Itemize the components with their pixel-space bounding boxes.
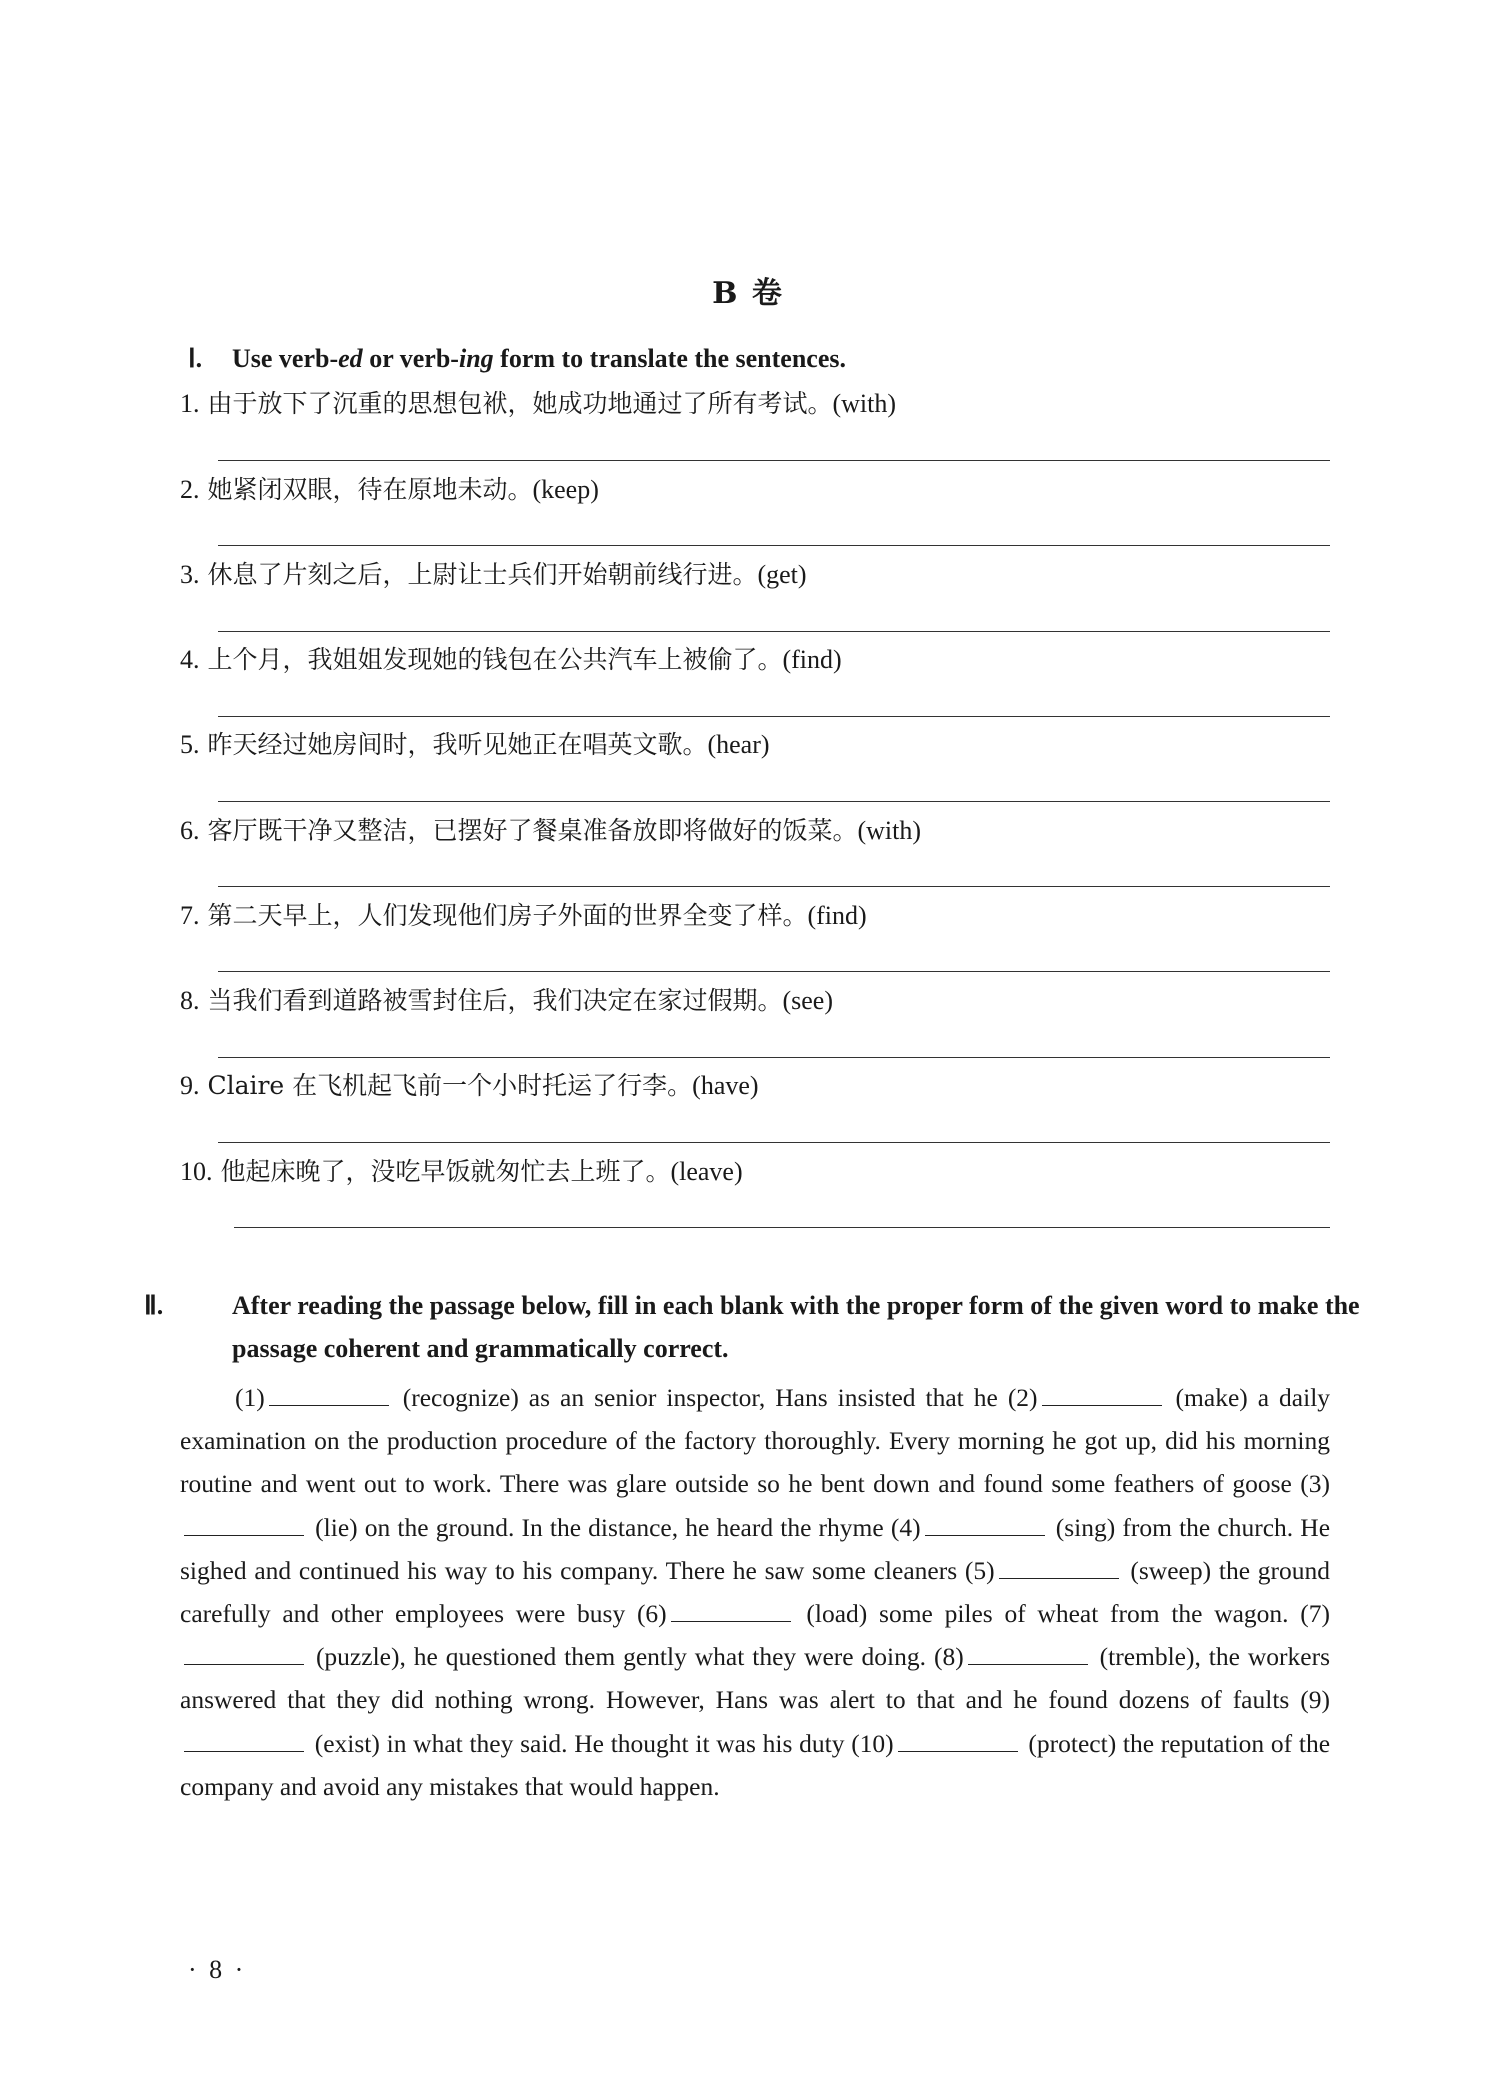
question-number: 10. [180, 1157, 213, 1186]
heading-part-italic: ing [458, 344, 494, 373]
section-2-heading-text: After reading the passage below, fill in each blank with the proper form of the given word to make the passage coherent and grammatically correct. [232, 1291, 1360, 1363]
page-title: B 卷 [712, 276, 784, 311]
page-number: · 8 · [188, 1955, 247, 1984]
section-2-number: Ⅱ. [144, 1291, 164, 1320]
question-text: 第二天早上，人们发现他们房子外面的世界全变了样。 [207, 901, 808, 930]
question-hint: (get) [757, 560, 807, 589]
answer-line-3[interactable] [218, 631, 1330, 632]
question-hint: (see) [782, 986, 833, 1015]
answer-line-5[interactable] [218, 801, 1330, 802]
answer-line-9[interactable] [218, 1142, 1330, 1143]
answer-line-10[interactable] [234, 1227, 1330, 1228]
passage-text: (recognize) as an senior inspector, Hans insisted that he [402, 1383, 998, 1412]
answer-line-4[interactable] [218, 716, 1330, 717]
question-8 [180, 981, 1320, 1017]
question-3 [180, 555, 1320, 591]
blank-4[interactable] [925, 1534, 1045, 1536]
blank-8[interactable] [968, 1663, 1088, 1665]
heading-part: or verb- [362, 344, 459, 373]
blank-10[interactable] [898, 1750, 1018, 1752]
blank-number-4: (4) [890, 1512, 921, 1542]
blank-number-2: (2) [1007, 1383, 1038, 1412]
blank-number-1: (1) [235, 1383, 265, 1412]
passage-text: (sweep) the ground carefully and other employees were busy [180, 1555, 1331, 1629]
question-hint: (find) [807, 901, 867, 930]
question-number: 6. [180, 816, 200, 845]
question-number: 7. [180, 901, 200, 930]
blank-number-9: (9) [1300, 1685, 1330, 1715]
passage-text: (puzzle), he questioned them gently what they were doing. [315, 1642, 927, 1672]
question-hint: (find) [782, 645, 842, 674]
question-text: 昨天经过她房间时，我听见她正在唱英文歌。 [207, 730, 708, 759]
heading-part-italic: ed [338, 344, 363, 373]
question-10 [180, 1152, 1320, 1188]
blank-9[interactable] [184, 1750, 304, 1752]
answer-line-1[interactable] [218, 460, 1330, 461]
question-text: 由于放下了沉重的思想包袱，她成功地通过了所有考试。 [207, 389, 833, 418]
question-text: 他起床晚了，没吃早饭就匆忙去上班了。 [220, 1157, 671, 1186]
question-4 [180, 640, 1320, 676]
cloze-passage [180, 1376, 1330, 1808]
question-number: 3. [180, 560, 200, 589]
question-9 [180, 1066, 1320, 1102]
question-text: 客厅既干净又整洁，已摆好了餐桌准备放即将做好的饭菜。 [207, 816, 858, 845]
blank-number-3: (3) [1300, 1469, 1331, 1499]
question-hint: (hear) [707, 730, 770, 759]
question-number: 4. [180, 645, 200, 674]
question-5 [180, 725, 1320, 761]
question-text: Claire 在飞机起飞前一个小时托运了行李。 [207, 1071, 693, 1100]
question-7 [180, 896, 1320, 932]
question-6 [180, 811, 1320, 847]
blank-5[interactable] [999, 1577, 1119, 1579]
question-hint: (with) [832, 389, 897, 418]
question-2 [180, 470, 1320, 506]
question-text: 她紧闭双眼，待在原地未动。 [207, 475, 533, 504]
blank-7[interactable] [184, 1663, 304, 1665]
passage-text: (protect) the reputation of the company and avoid any mistakes that would happen. [180, 1728, 1331, 1801]
question-number: 9. [180, 1071, 200, 1100]
question-hint: (with) [857, 816, 922, 845]
answer-line-6[interactable] [218, 886, 1330, 887]
answer-line-2[interactable] [218, 545, 1330, 546]
question-number: 1. [180, 389, 200, 418]
question-text: 休息了片刻之后，上尉让士兵们开始朝前线行进。 [207, 560, 758, 589]
passage-text: (make) a daily examination on the production procedure of the factory thoroughly. Every morning he got up, did his morning routine and went out to work. There was glare outside so he bent down and found some feathers of goose [180, 1383, 1331, 1499]
heading-part: form to translate the sentences. [493, 344, 847, 373]
blank-number-5: (5) [964, 1555, 995, 1585]
blank-3[interactable] [184, 1534, 304, 1536]
section-1-heading-text [232, 344, 846, 373]
question-text: 当我们看到道路被雪封住后，我们决定在家过假期。 [207, 986, 783, 1015]
passage-text: (lie) on the ground. In the distance, he heard the rhyme [315, 1512, 884, 1542]
question-number: 2. [180, 475, 200, 504]
blank-number-10: (10) [851, 1728, 894, 1758]
section-2-heading [144, 1284, 1372, 1370]
blank-number-6: (6) [636, 1599, 667, 1629]
answer-line-8[interactable] [218, 1057, 1330, 1058]
blank-number-8: (8) [933, 1642, 964, 1672]
passage-text: (exist) in what they said. He thought it was his duty [314, 1728, 845, 1758]
question-hint: (leave) [670, 1157, 743, 1186]
heading-part: Use verb- [232, 344, 339, 373]
passage-text: (sing) from the church. He sighed and continued his way to his company. There he saw some cleaners [180, 1512, 1331, 1585]
blank-1[interactable] [269, 1404, 389, 1406]
section-1-number: Ⅰ. [188, 344, 203, 373]
passage-paragraph [180, 1376, 1330, 1808]
question-hint: (have) [692, 1071, 759, 1100]
blank-2[interactable] [1042, 1404, 1162, 1406]
question-text: 上个月，我姐姐发现她的钱包在公共汽车上被偷了。 [207, 645, 783, 674]
question-number: 5. [180, 730, 200, 759]
blank-6[interactable] [671, 1620, 791, 1622]
passage-text: (tremble), the workers answered that they did nothing wrong. However, Hans was alert to that and he found dozens of faults [180, 1642, 1331, 1715]
section-1-heading [188, 344, 1328, 374]
answer-line-7[interactable] [218, 971, 1330, 972]
passage-text: (load) some piles of wheat from the wagon. [806, 1599, 1289, 1629]
question-1 [180, 384, 1320, 420]
question-hint: (keep) [532, 475, 599, 504]
question-number: 8. [180, 986, 200, 1015]
blank-number-7: (7) [1300, 1599, 1331, 1629]
